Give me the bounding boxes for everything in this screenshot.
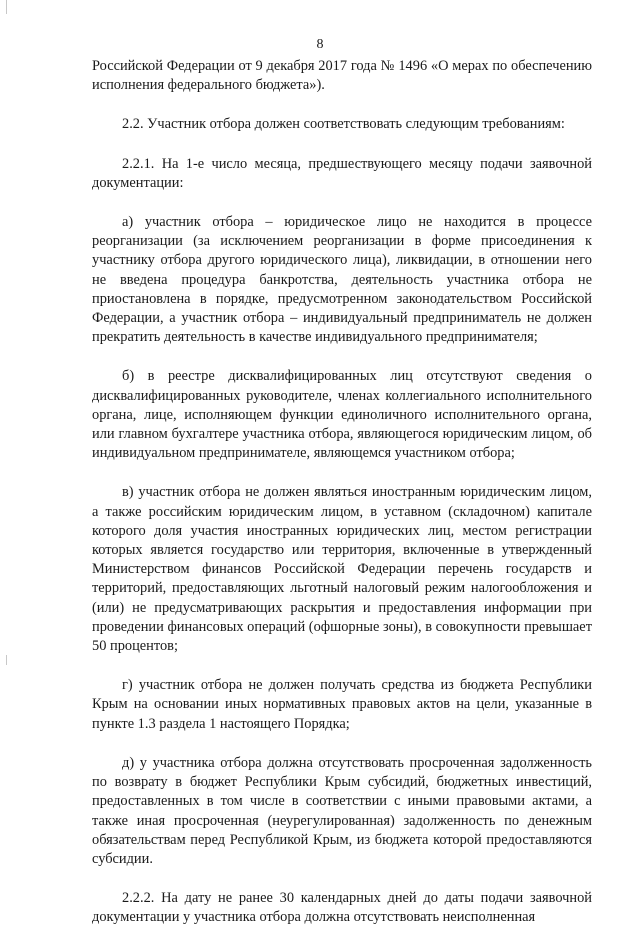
paragraph: в) участник отбора не должен являться иностранным юридическим лицом, а также российским юридическим лицом, в уставном (складочном) капитале которого доля участия иностранных юридических лиц, местом регистрации которых является государство или территория, включенные в утвержденный Министерством финансов Российской Федерации перечень государств и территорий, предоставляющих льготный налоговый режим налогообложения и (или) не предусматривающих раскрытия и предоставления информации при проведении финансовых операций (офшорные зоны), в совокупности превышает 50 процентов;	[92, 484, 592, 655]
paragraph: 2.2. Участник отбора должен соответствовать следующим требованиям:	[122, 116, 565, 133]
paragraph: 2.2.1. На 1-е число месяца, предшествующего месяцу подачи заявочной документации:	[92, 155, 592, 191]
scan-edge-mark	[6, 655, 7, 665]
paragraph: г) участник отбора не должен получать средства из бюджета Республики Крым на основании иных нормативных правовых актов на цели, указанные в пункте 1.3 раздела 1 настоящего Порядка;	[92, 677, 592, 732]
paragraph: д) у участника отбора должна отсутствовать просроченная задолженность по возврату в бюджет Республики Крым субсидий, бюджетных инвестиций, предоставленных в том числе в соответствии с иными правовыми актами, а также иная просроченная (неурегулированная) задолженность по денежным обязательствам перед Республикой Крым, из бюджета которой предоставляются субсидии.	[92, 754, 592, 867]
page-number: 8	[316, 37, 324, 52]
scan-edge-mark	[6, 0, 7, 14]
paragraph: 2.2.2. На дату не ранее 30 календарных дней до даты подачи заявочной документации у участника отбора должна отсутствовать неисполненная	[92, 890, 592, 926]
paragraph: б) в реестре дисквалифицированных лиц отсутствуют сведения о дисквалифицированных руководителе, членах коллегиального исполнительного органа, лице, исполняющем функции единоличного исполнительного органа, или главном бухгалтере участника отбора, являющегося юридическим лицом, об индивидуальном предпринимателе, являющемся участником отбора;	[92, 368, 592, 462]
document-body	[92, 57, 592, 928]
paragraph: а) участник отбора – юридическое лицо не находится в процессе реорганизации (за исключением реорганизации в форме присоединения к участнику отбора другого юридического лица), ликвидации, в отношении него не введена процедура банкротства, деятельность участника отбора не приостановлена в порядке, предусмотренном законодательством Российской Федерации, а участник отбора – индивидуальный предприниматель не должен прекратить деятельность в качестве индивидуального предпринимателя;	[92, 214, 592, 346]
paragraph: Российской Федерации от 9 декабря 2017 года № 1496 «О мерах по обеспечению исполнения федерального бюджета»).	[92, 58, 592, 94]
